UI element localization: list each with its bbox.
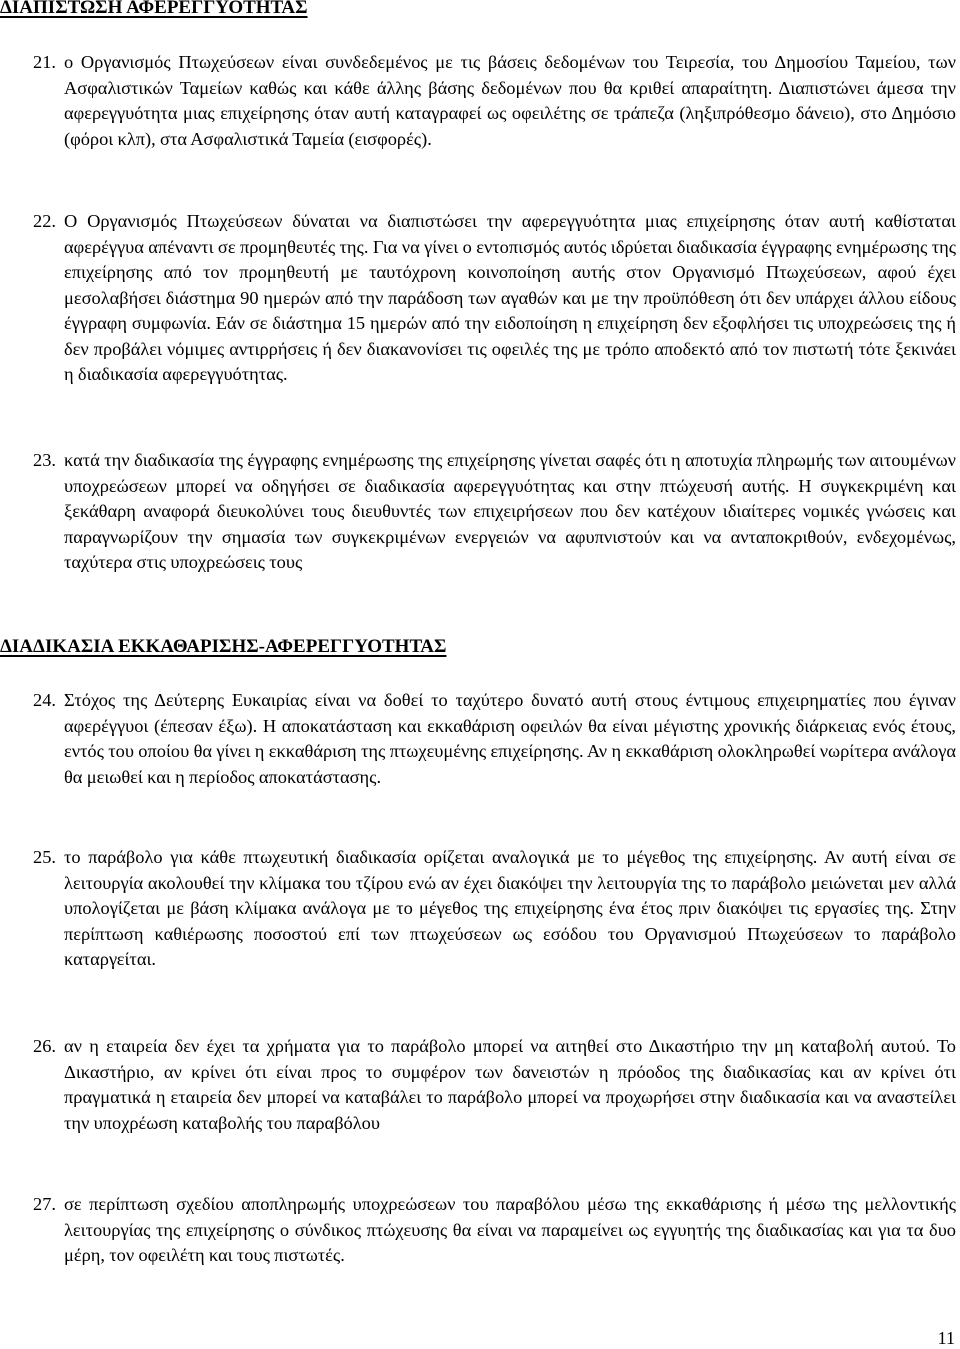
paragraph-text: ο Οργανισμός Πτωχεύσεων είναι συνδεδεμένος με τις βάσεις δεδομένων του Τειρεσία, του Δημοσίου Ταμείου, των Ασφαλιστικών Ταμείων καθώς και κάθε άλλης βάσης δεδομένων που θα κριθεί απαραίτητη. Διαπιστώνει άμεσα την αφερεγγυότητα μιας επιχείρησης όταν αυτή καταγραφεί ως οφειλέτης σε τράπεζα (ληξιπρόθεσμο δάνειο), στο Δημόσιο (φόροι κλπ), στα Ασφαλιστικά Ταμεία (εισφορές).: [64, 52, 956, 149]
page-number: 11: [937, 1328, 955, 1348]
paragraph-text: κατά την διαδικασία της έγγραφης ενημέρωσης της επιχείρησης γίνεται σαφές ότι η αποτυχία πληρωμής των αιτουμένων υποχρεώσεων μπορεί να οδηγήσει σε διαδικασία αφερεγγυότητας και στην πτώχευσή αυτής. Η συγκεκριμένη και ξεκάθαρη αναφορά διευκολύνει τους διευθυντές των επιχειρήσεων που δεν κατέχουν ιδιαίτερες νομικές γνώσεις και παραγνωρίζουν την σημασία των συγκεκριμένων ενεργειών να αφυπνιστούν και να ανταποκριθούν, ενδεχομένως, ταχύτερα στις υποχρεώσεις τους: [64, 450, 956, 572]
paragraph-number: 26.: [33, 1036, 56, 1056]
paragraph-text: το παράβολο για κάθε πτωχευτική διαδικασία ορίζεται αναλογικά με το μέγεθος της επιχείρησης. Αν αυτή είναι σε λειτουργία ακολουθεί την κλίμακα του τζίρου ενώ αν έχει διακόψει την λειτουργία της το παράβολο μειώνεται μεν αλλά υπολογίζεται με βάση κλίμακα ανάλογα με το μέγεθος της επιχείρησης ένα έτος πριν διακόψει τις εργασίες της. Στην περίπτωση καθιέρωσης ποσοστού επί των πτωχεύσεων ως εσόδου του Οργανισμού Πτωχεύσεων το παράβολο καταργείται.: [64, 847, 956, 969]
section-heading-insolvency-detection: ΔΙΑΠΙΣΤΩΣΗ ΑΦΕΡΕΓΓΥΟΤΗΤΑΣ: [0, 0, 308, 18]
paragraph-text: Στόχος της Δεύτερης Ευκαιρίας είναι να δοθεί το ταχύτερο δυνατό αυτή στους έντιμους επιχειρηματίες που έγιναν αφερέγγυοι (έπεσαν έξω). Η αποκατάσταση και εκκαθάριση οφειλών θα είναι μέγιστης χρονικής διάρκειας ενός έτους, εντός του οποίου θα γίνει η εκκαθάριση της πτωχευμένης επιχείρησης. Αν η εκκαθάριση ολοκληρωθεί νωρίτερα ανάλογα θα μειωθεί και η περίοδος αποκατάστασης.: [64, 690, 956, 787]
paragraph-text: σε περίπτωση σχεδίου αποπληρωμής υποχρεώσεων του παραβόλου μέσω της εκκαθάρισης ή μέσω της μελλοντικής λειτουργίας της επιχείρησης ο σύνδικος πτώχευσης θα είναι να παραμείνει ως εγγυητής της διαδικασίας και για τα δυο μέρη, τον οφειλέτη και τους πιστωτές.: [64, 1194, 956, 1265]
paragraph-23: [0, 448, 960, 576]
paragraph-25: [0, 845, 960, 973]
paragraph-number: 21.: [33, 52, 56, 72]
paragraph-text: Ο Οργανισμός Πτωχεύσεων δύναται να διαπιστώσει την αφερεγγυότητα μιας επιχείρησης όταν αυτή καθίσταται αφερέγγυα απέναντι σε προμηθευτές της. Για να γίνει ο εντοπισμός αυτός ιδρύεται διαδικασία έγγραφης ενημέρωσης της επιχείρησης από τον προμηθευτή με ταυτόχρονη κοινοποίηση αυτής στον Οργανισμό Πτωχεύσεων, αφού έχει μεσολαβήσει διάστημα 90 ημερών από την παράδοση των αγαθών και με την προϋπόθεση ότι δεν υπάρχει άλλου είδους έγγραφη συμφωνία. Εάν σε διάστημα 15 ημερών από την ειδοποίηση η επιχείρηση δεν εξοφλήσει τις υποχρεώσεις της ή δεν προβάλει νόμιμες αντιρρήσεις ή δεν διακανονίσει τις οφειλές της με τρόπο αποδεκτό από τον πιστωτή τότε ξεκινάει η διαδικασία αφερεγγυότητας.: [64, 211, 956, 384]
section-heading-liquidation-procedure: ΔΙΑΔΙΚΑΣΙΑ ΕΚΚΑΘΑΡΙΣΗΣ-ΑΦΕΡΕΓΓΥΟΤΗΤΑΣ: [0, 636, 447, 657]
paragraph-number: 27.: [33, 1194, 56, 1214]
paragraph-number: 23.: [33, 450, 56, 470]
paragraph-27: [0, 1192, 960, 1269]
paragraph-number: 25.: [33, 847, 56, 867]
paragraph-number: 24.: [33, 690, 56, 710]
paragraph-21: [0, 50, 960, 152]
paragraph-number: 22.: [33, 211, 56, 231]
paragraph-text: αν η εταιρεία δεν έχει τα χρήματα για το παράβολο μπορεί να αιτηθεί στο Δικαστήριο την μη καταβολή αυτού. Το Δικαστήριο, αν κρίνει ότι είναι προς το συμφέρον των δανειστών η πρόοδος της διαδικασίας και αν κρίνει ότι πραγματικά η εταιρεία δεν μπορεί να καταβάλει το παράβολο μπορεί να προχωρήσει στην διαδικασία και να αναστείλει την υποχρέωση καταβολής του παραβόλου: [64, 1036, 956, 1133]
paragraph-26: [0, 1034, 960, 1136]
paragraph-24: [0, 688, 960, 790]
paragraph-22: [0, 209, 960, 388]
